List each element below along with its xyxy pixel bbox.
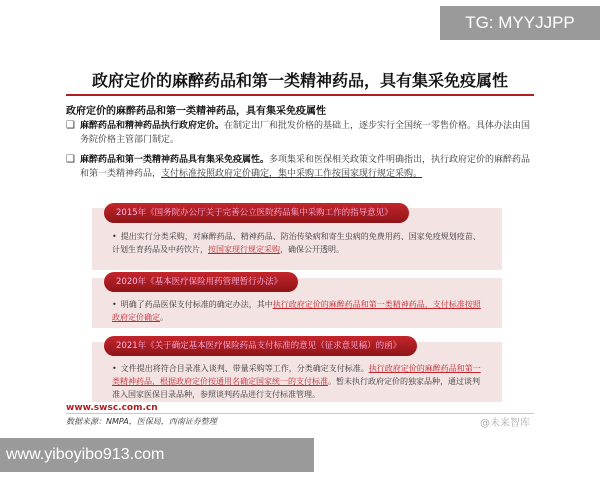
title-divider [66,94,534,96]
url-banner: www.yiboyibo913.com [0,438,314,472]
checkbox-bullet-icon: ❑ [66,154,75,165]
timeline-tail: ，确保公开透明。 [280,245,344,254]
checkbox-bullet-icon: ❑ [66,120,75,131]
data-source: 数据来源：NMPA，医保局，西南证券整理 [66,417,217,426]
bullet-dot-icon: • [112,232,117,241]
bullet-bold: 麻醉药品和第一类精神药品具有集采免疫属性。 [80,155,270,165]
timeline-highlight: 执行政府定价的麻醉药品和第一类精神药品，根据政府定价按通用名确定国家统一的支付标准 [112,364,481,386]
bullet-item [66,119,536,147]
timeline-tail: 。 [160,313,168,322]
bullet-underline: 支付标准按照政府定价确定，集中采购工作按国家现行规定采购。 [161,169,423,179]
tg-label: TG: MYYJJPP [440,6,600,40]
footer-divider [66,413,534,414]
timeline-text [112,230,484,256]
timeline-body: 提出实行分类采购，对麻醉药品、精神药品、防治传染病和寄生虫病的免费用药、国家免疫规划疫苗、计划生育药品及中药饮片， [112,232,481,254]
timeline-text [112,298,484,324]
timeline-highlight: 执行政府定价的麻醉药品和第一类精神药品，支付标准按照政府定价确定 [112,300,481,322]
bullet-item [66,153,536,181]
website-link[interactable]: www.swsc.com.cn [66,403,158,413]
bullet-dot-icon: • [112,300,117,309]
timeline-tail: 。暂未执行政府定价的独家品种，通过谈判准入国家医保目录品种，参照谈判药品进行支付标准管理。 [112,377,480,399]
timeline-text [112,362,484,401]
watermark: @未来智库 [480,418,530,429]
timeline-body: 文件提出将符合目录准入谈判、带量采购等工作，分类确定支付标准。 [120,364,369,373]
timeline-body: 明确了药品医保支付标准的确定办法，其中 [120,300,273,309]
timeline-pill: 2015年《国务院办公厅关于完善公立医院药品集中采购工作的指导意见》 [104,203,409,223]
timeline-pill: 2021年《关于确定基本医疗保险药品支付标准的意见（征求意见稿）的函》 [104,336,417,356]
bullet-text: 在制定出厂和批发价格的基础上，逐步实行全国统一零售价格。具体办法由国务院价格主管部门制定。 [80,121,531,145]
bullet-text: 多项集采和医保相关政策文件明确指出，执行政府定价的麻醉药品和第一类精神药品， [80,155,531,179]
bullet-bold: 麻醉药品和精神药品执行政府定价。 [80,121,225,131]
timeline-highlight: 按国家现行规定采购 [208,245,280,254]
subheading: 政府定价的麻醉药品和第一类精神药品，具有集采免疫属性 [66,106,326,117]
bullet-dot-icon: • [112,364,117,373]
timeline-pill: 2020年《基本医疗保险用药管理暂行办法》 [104,272,298,292]
page-title: 政府定价的麻醉药品和第一类精神药品，具有集采免疫属性 [91,71,508,90]
